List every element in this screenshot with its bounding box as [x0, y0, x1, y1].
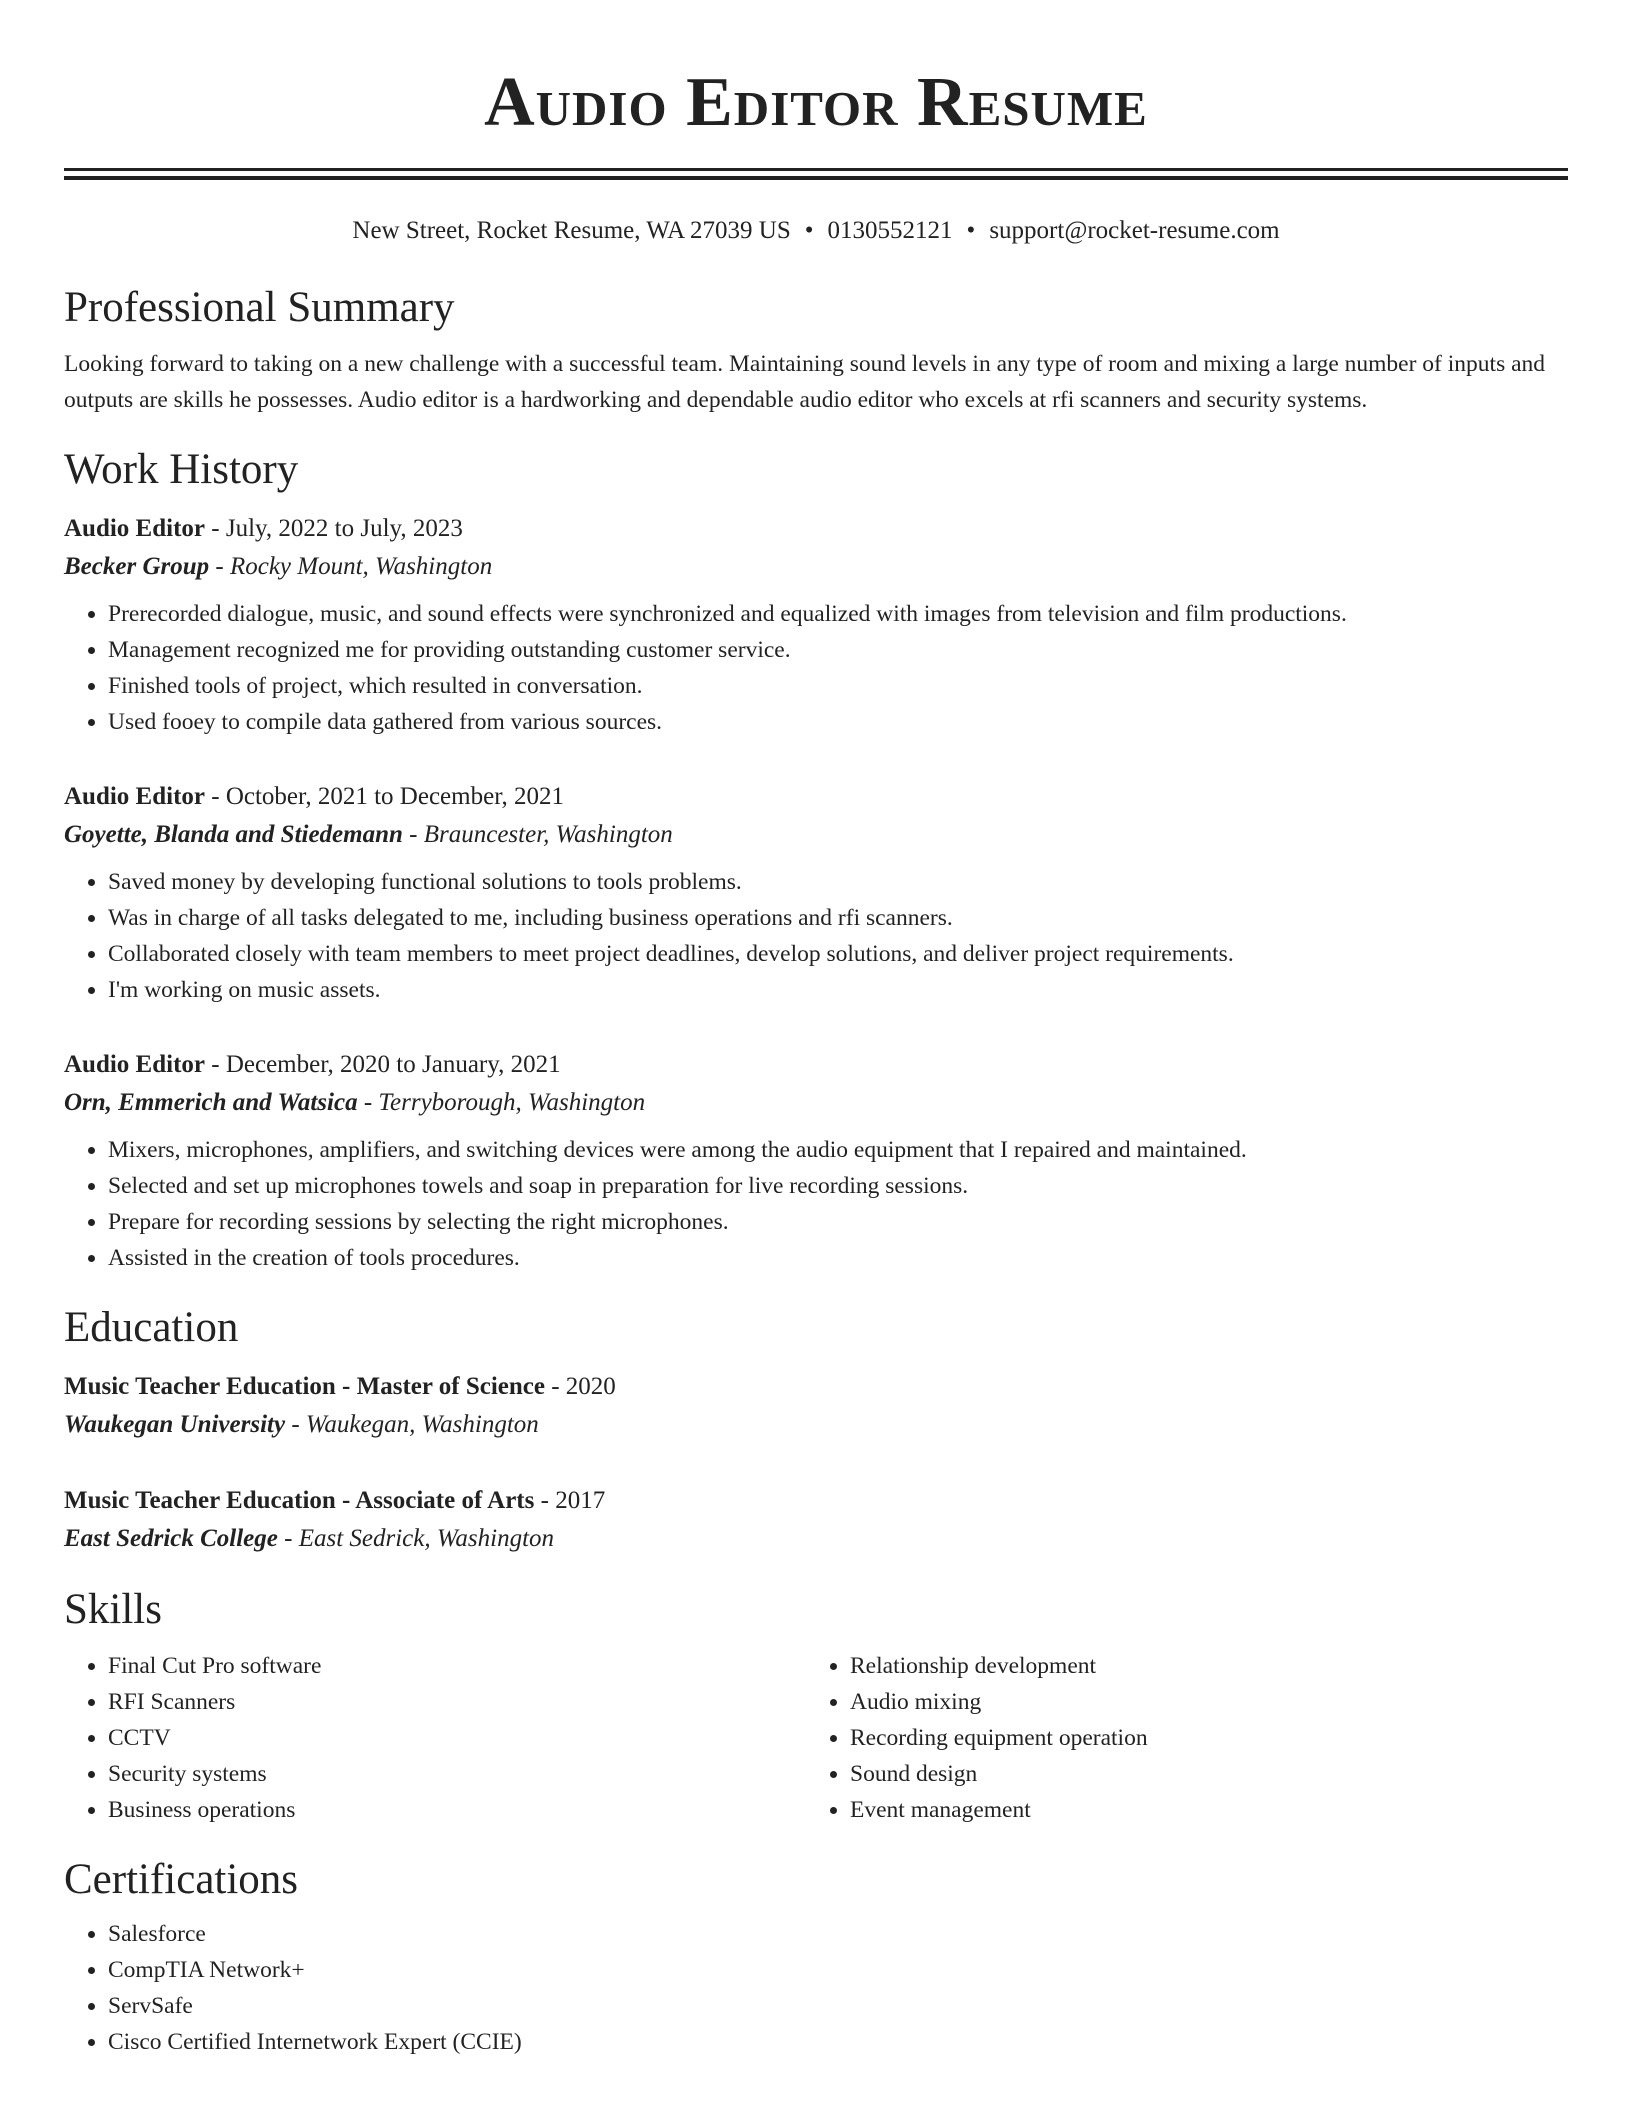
- contact-separator: •: [966, 217, 976, 244]
- education-school-line: [64, 1520, 1568, 1558]
- job-role-line: [64, 778, 1568, 816]
- skills-right-column: [806, 1648, 1548, 1828]
- job-company-line: [64, 548, 1568, 586]
- skills-columns: [64, 1648, 1568, 1828]
- education-location: - East Sedrick, Washington: [277, 1525, 555, 1552]
- summary-heading: Professional Summary: [64, 284, 455, 331]
- list-item: • Final Cut Pro software: [108, 1648, 806, 1684]
- education-degree-line: [64, 1482, 1568, 1520]
- job-bullets: [64, 864, 1568, 1008]
- job-company-line: [64, 1084, 1568, 1122]
- certifications-list: [64, 1916, 1568, 2060]
- skills-heading: Skills: [64, 1586, 162, 1633]
- job-role: Audio Editor: [64, 515, 206, 542]
- list-item: • Finished tools of project, which resulted in conversation.: [108, 668, 1568, 704]
- education-entry: [64, 1482, 1568, 1558]
- job-dates: - July, 2022 to July, 2023: [205, 515, 463, 542]
- resume-page: [64, 0, 1568, 2060]
- summary-text: Looking forward to taking on a new challenge with a successful team. Maintaining sound levels in any type of room and mixing a large number of inputs and outputs are skills he possesses. Audio editor is a hardworking and dependable audio editor who excels at rfi scanners and security systems.: [64, 351, 1546, 413]
- title-divider-bottom: [64, 176, 1568, 180]
- skills-left-list: [64, 1648, 806, 1828]
- list-item: • Selected and set up microphones towels and soap in preparation for live recording sessions.: [108, 1168, 1568, 1204]
- job-company: Goyette, Blanda and Stiedemann: [64, 821, 403, 848]
- education-year: - 2020: [544, 1373, 616, 1400]
- job-location: - Terryborough, Washington: [357, 1089, 646, 1116]
- education-degree: Music Teacher Education - Master of Science: [64, 1373, 545, 1400]
- job-company: Becker Group: [64, 553, 210, 580]
- list-item: • Cisco Certified Internetwork Expert (CCIE): [108, 2024, 1568, 2060]
- job-role: Audio Editor: [64, 1051, 206, 1078]
- education-heading: Education: [64, 1304, 239, 1351]
- list-item: • Saved money by developing functional solutions to tools problems.: [108, 864, 1568, 900]
- job-bullets: [64, 596, 1568, 740]
- contact-email: support@rocket-resume.com: [989, 217, 1280, 244]
- contact-address: New Street, Rocket Resume, WA 27039 US: [352, 217, 791, 244]
- contact-line: [64, 214, 1568, 248]
- job-dates: - December, 2020 to January, 2021: [205, 1051, 561, 1078]
- list-item: • Prerecorded dialogue, music, and sound effects were synchronized and equalized with images from television and film productions.: [108, 596, 1568, 632]
- job-role: Audio Editor: [64, 783, 206, 810]
- education-location: - Waukegan, Washington: [285, 1411, 539, 1438]
- list-item: • Event management: [850, 1792, 1548, 1828]
- list-item: • Business operations: [108, 1792, 806, 1828]
- list-item: • CCTV: [108, 1720, 806, 1756]
- job-entry: [64, 778, 1568, 1008]
- list-item: • Prepare for recording sessions by selecting the right microphones.: [108, 1204, 1568, 1240]
- list-item: • RFI Scanners: [108, 1684, 806, 1720]
- list-item: • Management recognized me for providing outstanding customer service.: [108, 632, 1568, 668]
- education-degree: Music Teacher Education - Associate of Arts: [64, 1487, 535, 1514]
- list-item: • Was in charge of all tasks delegated to me, including business operations and rfi scanners.: [108, 900, 1568, 936]
- list-item: • Relationship development: [850, 1648, 1548, 1684]
- education-school-line: [64, 1406, 1568, 1444]
- job-company-line: [64, 816, 1568, 854]
- education-year: - 2017: [534, 1487, 606, 1514]
- list-item: • I'm working on music assets.: [108, 972, 1568, 1008]
- job-role-line: [64, 1046, 1568, 1084]
- list-item: • ServSafe: [108, 1988, 1568, 2024]
- list-item: • Used fooey to compile data gathered from various sources.: [108, 704, 1568, 740]
- contact-separator: •: [804, 217, 814, 244]
- job-role-line: [64, 510, 1568, 548]
- skills-right-list: [806, 1648, 1548, 1828]
- list-item: • Assisted in the creation of tools procedures.: [108, 1240, 1568, 1276]
- job-dates: - October, 2021 to December, 2021: [205, 783, 565, 810]
- education-entry: [64, 1368, 1568, 1444]
- list-item: • Mixers, microphones, amplifiers, and switching devices were among the audio equipment that I repaired and maintained.: [108, 1132, 1568, 1168]
- job-entry: [64, 1046, 1568, 1276]
- list-item: • Recording equipment operation: [850, 1720, 1548, 1756]
- list-item: • Security systems: [108, 1756, 806, 1792]
- job-company: Orn, Emmerich and Watsica: [64, 1089, 358, 1116]
- skills-left-column: [64, 1648, 806, 1828]
- education-degree-line: [64, 1368, 1568, 1406]
- job-entry: [64, 510, 1568, 740]
- title-divider-top: [64, 168, 1568, 171]
- education-school: Waukegan University: [64, 1411, 286, 1438]
- list-item: • Collaborated closely with team members to meet project deadlines, develop solutions, and deliver project requirements.: [108, 936, 1568, 972]
- job-bullets: [64, 1132, 1568, 1276]
- certifications-heading: Certifications: [64, 1856, 299, 1903]
- education-school: East Sedrick College: [64, 1525, 278, 1552]
- list-item: • Sound design: [850, 1756, 1548, 1792]
- job-location: - Brauncester, Washington: [402, 821, 673, 848]
- list-item: • Audio mixing: [850, 1684, 1548, 1720]
- list-item: • Salesforce: [108, 1916, 1568, 1952]
- job-location: - Rocky Mount, Washington: [209, 553, 493, 580]
- list-item: • CompTIA Network+: [108, 1952, 1568, 1988]
- resume-title: Audio Editor Resume: [484, 64, 1148, 141]
- contact-phone: 0130552121: [827, 217, 953, 244]
- work-history-heading: Work History: [64, 446, 299, 493]
